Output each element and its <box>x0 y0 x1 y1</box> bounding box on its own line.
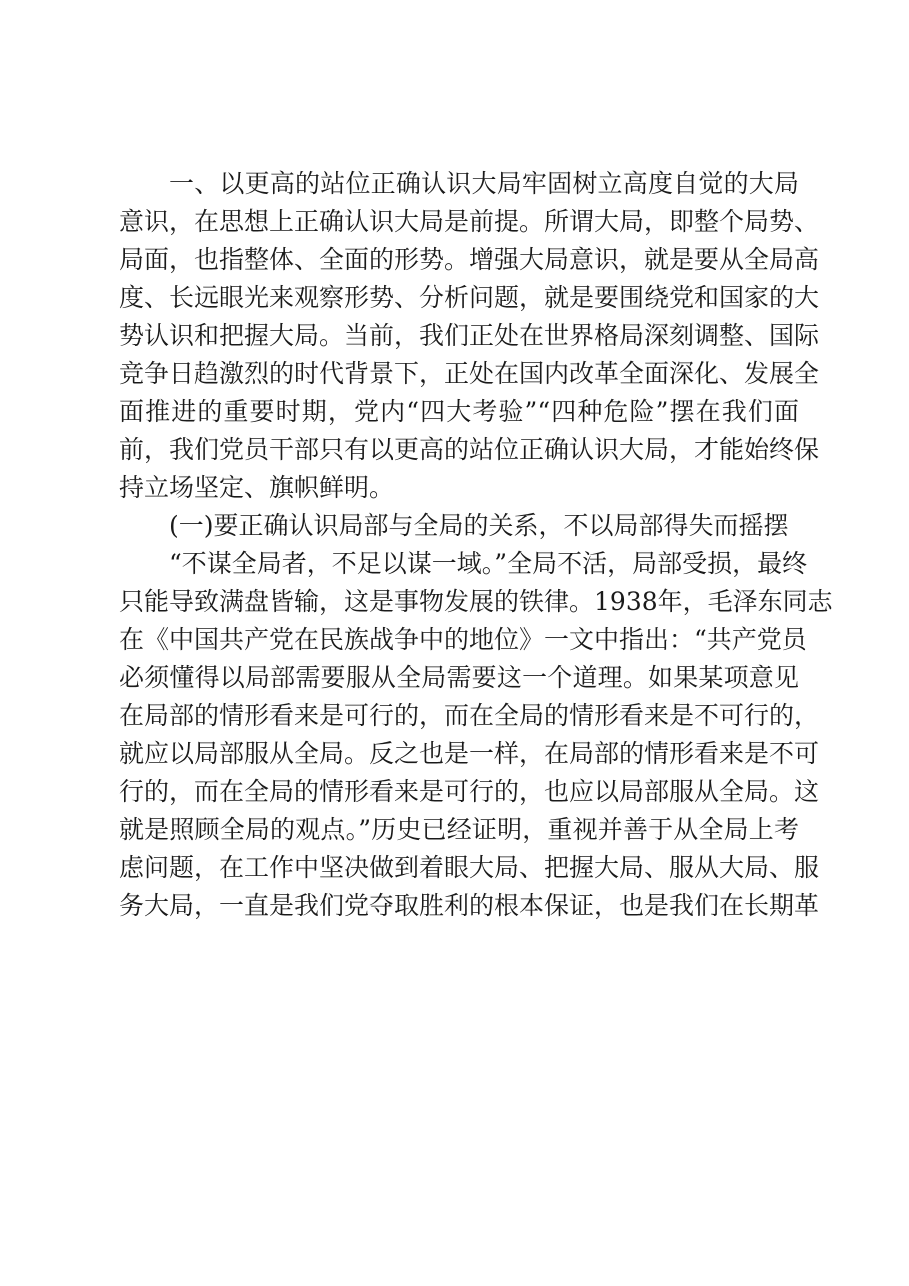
paragraph-1-line-2: 意识，在思想上正确认识大局是前提。所谓大局，即整个局势、 <box>119 207 820 236</box>
paragraph-2-line-4: 必须懂得以局部需要服从全局需要这一个道理。如果某项意见 <box>119 663 799 692</box>
paragraph-2-line-5: 在局部的情形看来是可行的，而在全局的情形看来是不可行的， <box>119 701 820 730</box>
paragraph-2-line-1: “不谋全局者，不足以谋一域。”全局不活，局部受损，最终 <box>169 549 808 578</box>
paragraph-1-line-7: 面推进的重要时期，党内“四大考验”“四种危险”摆在我们面 <box>119 397 799 426</box>
paragraph-2-line-10: 务大局，一直是我们党夺取胜利的根本保证，也是我们在长期革 <box>119 891 820 920</box>
paragraph-1-line-4: 度、长远眼光来观察形势、分析问题，就是要围绕党和国家的大 <box>119 283 820 312</box>
paragraph-2-line-2: 只能导致满盘皆输，这是事物发展的铁律。1938年，毛泽东同志 <box>119 587 833 616</box>
paragraph-2-line-9: 虑问题，在工作中坚决做到着眼大局、把握大局、服从大局、服 <box>119 853 820 882</box>
paragraph-2-line-3: 在《中国共产党在民族战争中的地位》一文中指出：“共产党员 <box>119 625 807 654</box>
paragraph-2-line-7: 行的，而在全局的情形看来是可行的，也应以局部服从全局。这 <box>119 777 820 806</box>
paragraph-2-line-6: 就应以局部服从全局。反之也是一样，在局部的情形看来是不可 <box>119 739 820 768</box>
paragraph-1-line-1: 一、以更高的站位正确认识大局牢固树立高度自觉的大局 <box>169 169 799 198</box>
paragraph-1-line-8: 前，我们党员干部只有以更高的站位正确认识大局，才能始终保 <box>119 435 820 464</box>
paragraph-1-line-5: 势认识和把握大局。当前，我们正处在世界格局深刻调整、国际 <box>119 321 820 350</box>
section-heading: (一)要正确认识局部与全局的关系，不以局部得失而摇摆 <box>169 511 789 540</box>
paragraph-1-line-3: 局面，也指整体、全面的形势。增强大局意识，就是要从全局高 <box>119 245 820 274</box>
paragraph-2-line-8: 就是照顾全局的观点。”历史已经证明，重视并善于从全局上考 <box>119 815 799 844</box>
paragraph-1-line-6: 竞争日趋激烈的时代背景下，正处在国内改革全面深化、发展全 <box>119 359 820 388</box>
paragraph-1-line-9: 持立场坚定、旗帜鲜明。 <box>119 473 395 502</box>
